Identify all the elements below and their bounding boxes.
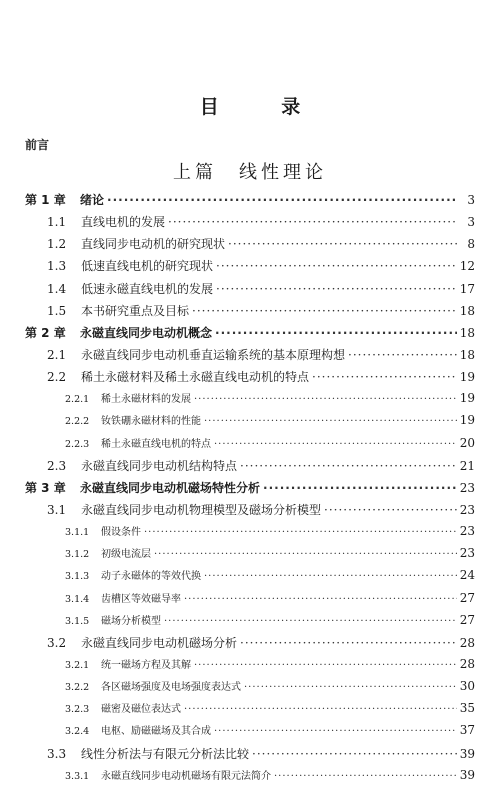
- toc-entry-label: 低速永磁直线电机的发展: [81, 281, 214, 296]
- toc-page-number: 23: [459, 480, 475, 495]
- toc-entry-label: 永磁直线同步电动机磁场特性分析: [80, 480, 261, 495]
- toc-page-number: 37: [459, 723, 475, 738]
- toc-entry-number: 3.2.4: [65, 726, 90, 738]
- toc-dot-leader: [107, 193, 458, 207]
- toc-entry-label: 稀土永磁直线电机的特点: [101, 438, 211, 450]
- toc-page-number: 18: [459, 325, 475, 340]
- toc-section-entry[interactable]: [25, 457, 475, 479]
- toc-subsection-entry[interactable]: [25, 567, 475, 589]
- toc-dot-leader: [240, 636, 457, 650]
- toc-subsection-entry[interactable]: [25, 612, 475, 634]
- toc-subsection-entry[interactable]: [25, 412, 475, 434]
- toc-entry-label: 钕铁硼永磁材料的性能: [101, 416, 201, 428]
- toc-entry-number: 2.2.2: [65, 416, 90, 428]
- toc-dot-leader: [263, 481, 457, 495]
- toc-entry-label: 永磁直线同步电动机垂直运输系统的基本原理构想: [81, 347, 346, 362]
- toc-section-entry[interactable]: [25, 501, 475, 523]
- toc-entry-number: 第 2 章: [25, 325, 66, 340]
- toc-page-number: 19: [459, 413, 475, 428]
- toc-entry-number: 3.3: [47, 746, 67, 761]
- toc-entry-number: 2.2.1: [65, 394, 90, 406]
- toc-dot-leader: [194, 394, 457, 405]
- toc-chapter-entry[interactable]: [25, 479, 475, 501]
- toc-dot-leader: [214, 439, 457, 450]
- toc-subsection-entry[interactable]: [25, 767, 475, 789]
- toc-dot-leader: [228, 237, 458, 251]
- toc-subsection-entry[interactable]: [25, 722, 475, 744]
- toc-title: 目 录: [199, 96, 329, 118]
- toc-entry-label: 动子永磁体的等效代换: [101, 571, 201, 583]
- toc-subsection-entry[interactable]: [25, 390, 475, 412]
- table-of-contents: [25, 191, 475, 789]
- toc-entry-label: 低速直线电机的研究现状: [81, 259, 214, 274]
- toc-entry-label: 本书研究重点及目标: [81, 303, 190, 318]
- toc-entry-label: 统一磁场方程及其解: [101, 659, 191, 671]
- toc-entry-number: 1.2: [47, 237, 67, 252]
- toc-entry-number: 3.2.3: [65, 704, 90, 716]
- toc-section-entry[interactable]: [25, 634, 475, 656]
- toc-dot-leader: [194, 660, 457, 671]
- toc-entry-number: 1.1: [47, 215, 67, 230]
- toc-subsection-entry[interactable]: [25, 545, 475, 567]
- toc-entry-label: 初级电流层: [101, 549, 151, 561]
- toc-page-number: 12: [459, 259, 475, 274]
- toc-section-entry[interactable]: [25, 368, 475, 390]
- part-title: 上篇 线性理论: [173, 162, 327, 183]
- toc-dot-leader: [168, 215, 458, 229]
- toc-dot-leader: [164, 616, 457, 627]
- toc-section-entry[interactable]: [25, 302, 475, 324]
- toc-page-number: 18: [459, 347, 475, 362]
- toc-entry-label: 假设条件: [101, 527, 141, 539]
- toc-entry-number: 2.2.3: [65, 438, 90, 450]
- toc-dot-leader: [184, 704, 457, 715]
- toc-entry-number: 3.1.2: [65, 549, 90, 561]
- toc-dot-leader: [214, 726, 457, 737]
- toc-subsection-entry[interactable]: [25, 656, 475, 678]
- toc-entry-number: 1.4: [47, 281, 67, 296]
- toc-entry-label: 直线同步电动机的研究现状: [81, 237, 226, 252]
- toc-dot-leader: [240, 459, 457, 473]
- toc-entry-label: 各区磁场强度及电场强度表达式: [101, 682, 241, 694]
- toc-entry-label: 线性分析法与有限元分析法比较: [81, 746, 250, 761]
- toc-dot-leader: [184, 594, 457, 605]
- toc-entry-label: 永磁直线同步电动机概念: [80, 325, 213, 340]
- toc-entry-number: 1.5: [47, 303, 67, 318]
- toc-page-number: 18: [459, 303, 475, 318]
- toc-entry-label: 齿槽区等效磁导率: [101, 593, 181, 605]
- toc-dot-leader: [215, 326, 457, 340]
- toc-page-number: 23: [459, 546, 475, 561]
- toc-page-number: 8: [467, 237, 475, 252]
- toc-entry-label: 绪论: [80, 193, 105, 207]
- toc-dot-leader: [244, 682, 457, 693]
- toc-page-number: 23: [459, 502, 475, 517]
- toc-entry-label: 磁场分析模型: [101, 615, 161, 627]
- toc-subsection-entry[interactable]: [25, 590, 475, 612]
- toc-page-number: 39: [459, 746, 475, 761]
- toc-entry-label: 永磁直线同步电动机物理模型及磁场分析模型: [81, 502, 322, 517]
- toc-dot-leader: [312, 370, 457, 384]
- toc-entry-number: 3.1.5: [65, 615, 90, 627]
- toc-entry-number: 3.2.2: [65, 682, 90, 694]
- toc-entry-number: 3.1.1: [65, 527, 90, 539]
- toc-section-entry[interactable]: [25, 257, 475, 279]
- toc-entry-label: 磁密及磁位表达式: [101, 704, 181, 716]
- toc-page-number: 28: [459, 635, 475, 650]
- toc-page-number: 27: [459, 612, 475, 627]
- toc-page-number: 19: [459, 391, 475, 406]
- toc-section-entry[interactable]: [25, 346, 475, 368]
- toc-dot-leader: [216, 282, 457, 296]
- toc-chapter-entry[interactable]: [25, 191, 475, 213]
- toc-section-entry[interactable]: [25, 280, 475, 302]
- toc-page-number: 30: [459, 679, 475, 694]
- toc-entry-number: 3.1: [47, 502, 67, 517]
- toc-dot-leader: [274, 771, 457, 782]
- toc-dot-leader: [204, 416, 457, 427]
- preface-heading[interactable]: 前言: [25, 138, 50, 152]
- toc-dot-leader: [154, 549, 457, 560]
- toc-entry-number: 2.2: [47, 370, 67, 385]
- toc-dot-leader: [216, 259, 457, 273]
- toc-page-number: 28: [459, 656, 475, 671]
- toc-entry-label: 稀土永磁材料及稀土永磁直线电动机的特点: [81, 370, 310, 385]
- toc-dot-leader: [348, 348, 457, 362]
- toc-section-entry[interactable]: [25, 213, 475, 235]
- toc-entry-label: 电枢、励磁磁场及其合成: [101, 726, 211, 738]
- toc-subsection-entry[interactable]: [25, 435, 475, 457]
- toc-entry-number: 3.2.1: [65, 659, 90, 671]
- toc-entry-label: 永磁直线同步电动机磁场有限元法简介: [101, 770, 271, 782]
- toc-page-number: 17: [459, 281, 475, 296]
- toc-entry-number: 第 1 章: [25, 193, 66, 207]
- toc-entry-number: 2.1: [47, 347, 67, 362]
- toc-entry-number: 2.3: [47, 458, 67, 473]
- toc-dot-leader: [192, 304, 457, 318]
- toc-entry-number: 3.1.4: [65, 593, 90, 605]
- toc-page-number: 3: [467, 215, 475, 230]
- toc-page-number: 19: [459, 370, 475, 385]
- toc-subsection-entry[interactable]: [25, 523, 475, 545]
- toc-page-number: 24: [459, 568, 475, 583]
- toc-entry-number: 3.1.3: [65, 571, 90, 583]
- toc-dot-leader: [324, 503, 457, 517]
- toc-entry-number: 3.3.1: [65, 770, 90, 782]
- toc-page-number: 20: [459, 435, 475, 450]
- toc-entry-label: 直线电机的发展: [81, 215, 166, 230]
- toc-entry-label: 永磁直线同步电动机磁场分析: [81, 635, 238, 650]
- toc-entry-number: 第 3 章: [25, 480, 66, 495]
- toc-page-number: 39: [459, 767, 475, 782]
- toc-page-number: 23: [459, 524, 475, 539]
- toc-page-number: 35: [459, 701, 475, 716]
- toc-entry-number: 1.3: [47, 259, 67, 274]
- toc-dot-leader: [252, 747, 457, 761]
- toc-section-entry[interactable]: [25, 235, 475, 257]
- toc-entry-number: 3.2: [47, 635, 67, 650]
- toc-dot-leader: [144, 527, 457, 538]
- toc-section-entry[interactable]: [25, 745, 475, 767]
- toc-page-number: 27: [459, 590, 475, 605]
- toc-entry-label: 稀土永磁材料的发展: [101, 394, 191, 406]
- toc-page-number: 21: [459, 458, 475, 473]
- toc-page-number: 3: [467, 193, 475, 207]
- toc-dot-leader: [204, 571, 457, 582]
- toc-entry-label: 永磁直线同步电动机结构特点: [81, 458, 238, 473]
- toc-chapter-entry[interactable]: [25, 324, 475, 346]
- toc-subsection-entry[interactable]: [25, 700, 475, 722]
- toc-subsection-entry[interactable]: [25, 678, 475, 700]
